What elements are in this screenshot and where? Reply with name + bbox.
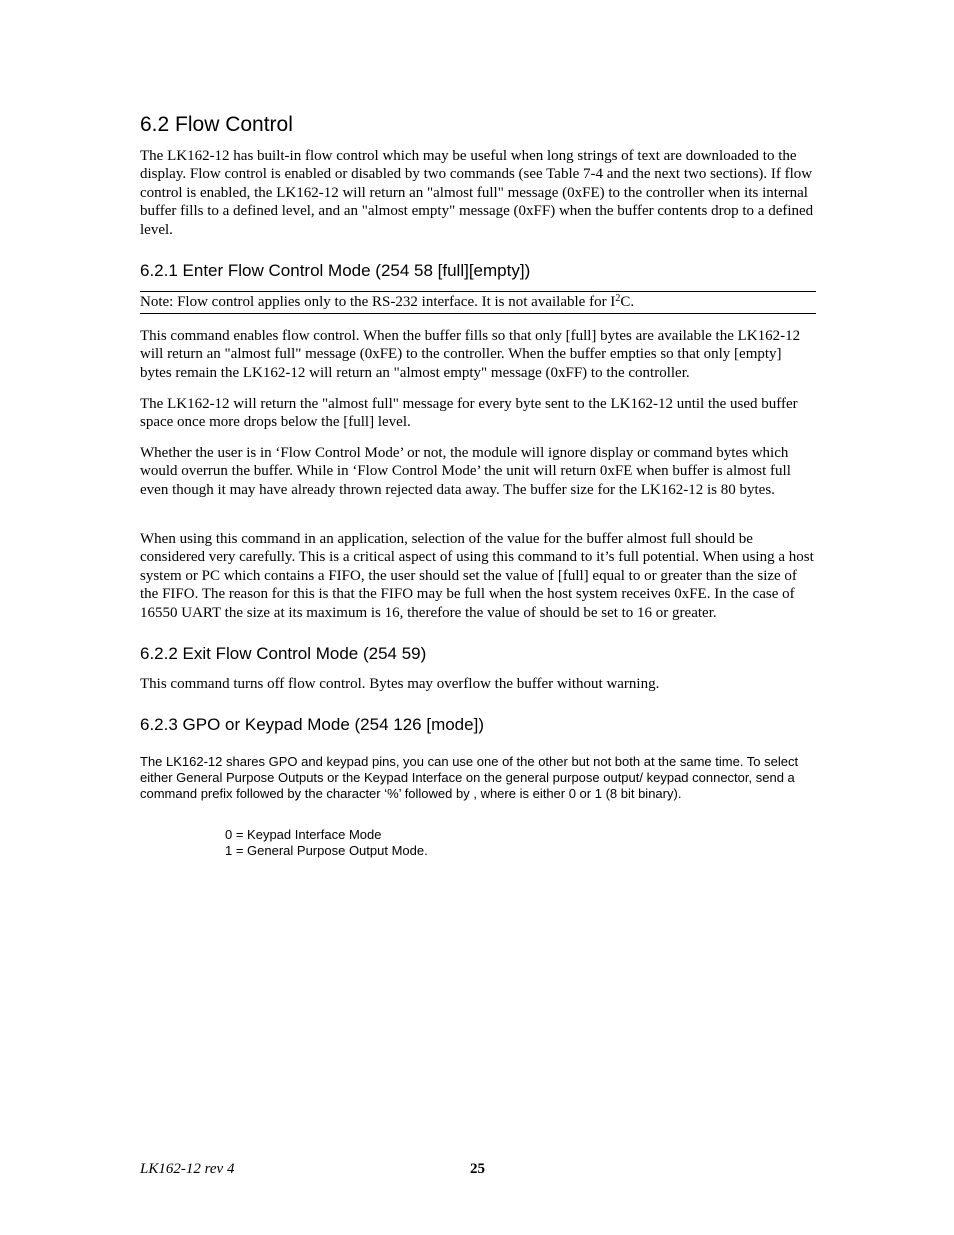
gpo-keypad-heading: 6.2.3 GPO or Keypad Mode (254 126 [mode]) xyxy=(140,715,484,734)
exit-paragraph: This command turns off flow control. Bytes may overflow the buffer without warning. xyxy=(140,676,660,692)
enter-paragraph-4: When using this command in an application, selection of the value for the buffer almost full should be considered very carefully. This is a critical aspect of using this command to it’s full potential. When using a host system or PC which contains a FIFO, the user should set the value of [full] equal to or greater than the size of the FIFO. The reason for this is that the FIFO may be full when the host system receives 0xFE. In the case of 16550 UART the size at its maximum is 16, therefore the value of should be set to 16 or greater. xyxy=(140,531,814,621)
enter-paragraph-2: The LK162-12 will return the "almost full" message for every byte sent to the LK162-12 until the used buffer space once more drops below the [full] level. xyxy=(140,396,798,431)
enter-paragraph-1: This command enables flow control. When the buffer fills so that only [full] bytes are available the LK162-12 will return an "almost full" message (0xFE) to the controller. When the buffer empties so that only [empty] bytes remain the LK162-12 will return an "almost empty" message (0xFF) to the controller. xyxy=(140,328,801,381)
enter-flow-control-heading: 6.2.1 Enter Flow Control Mode (254 58 [full][empty]) xyxy=(140,261,531,280)
section-heading: 6.2 Flow Control xyxy=(140,113,293,136)
enter-paragraph-3: Whether the user is in ‘Flow Control Mode’ or not, the module will ignore display or command bytes which would overrun the buffer. While in ‘Flow Control Mode’ the unit will return 0xFE when buffer is almost full even though it may have already thrown rejected data away. The buffer size for the LK162-12 is 80 bytes. xyxy=(140,445,791,498)
intro-paragraph: The LK162-12 has built-in flow control which may be useful when long strings of text are downloaded to the display. Flow control is enabled or disabled by two commands (see Table 7-4 and the next two sections). If flow control is enabled, the LK162-12 will return an "almost full" message (0xFE) to the controller when its internal buffer fills to a defined level, and an "almost empty" message (0xFF) when the buffer contents drop to a defined level. xyxy=(140,148,814,238)
mode-option-1: 1 = General Purpose Output Mode. xyxy=(225,843,428,858)
note-box xyxy=(140,291,816,314)
exit-flow-control-heading: 6.2.2 Exit Flow Control Mode (254 59) xyxy=(140,644,427,663)
mode-option-0: 0 = Keypad Interface Mode xyxy=(225,827,382,842)
note-superscript: 2 xyxy=(615,293,621,304)
footer-document-id: LK162-12 rev 4 xyxy=(140,1161,235,1177)
page-number: 25 xyxy=(470,1161,485,1177)
note-text: Note: Flow control applies only to the RS-232 interface. It is not available for I xyxy=(140,294,616,310)
gpo-paragraph: The LK162-12 shares GPO and keypad pins, you can use one of the other but not both at the same time. To select either General Purpose Outputs or the Keypad Interface on the general purpose output/ keypad connector, send a command prefix followed by the character ‘%’ followed by , where is either 0 or 1 (8 bit binary). xyxy=(140,754,799,802)
note-suffix: C. xyxy=(620,294,635,310)
